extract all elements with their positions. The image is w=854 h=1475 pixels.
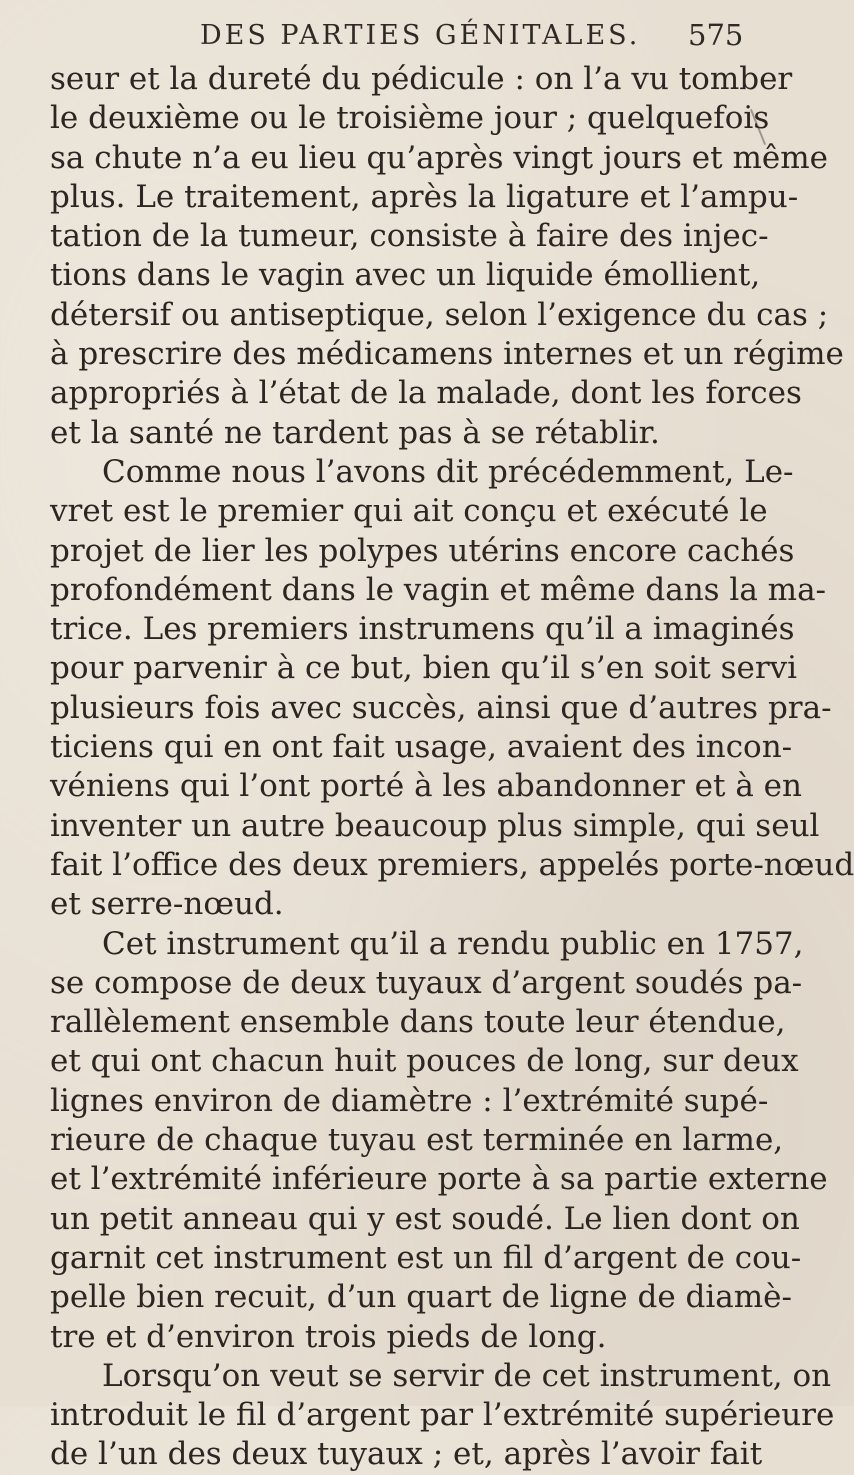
text-line: seur et la dureté du pédicule : on l’a vu tomber <box>50 61 793 97</box>
paragraph-start-line: Cet instrument qu’il a rendu public en 1757, <box>102 925 804 962</box>
text-line: inventer un autre beaucoup plus simple, qui seul <box>50 807 820 844</box>
text-line: rieure de chaque tuyau est terminée en larme, <box>50 1122 784 1159</box>
text-line: pour parvenir à ce but, bien qu’il s’en soit servi <box>50 650 798 687</box>
paragraph-end-line: tre et d’environ trois pieds de long. <box>50 1318 607 1355</box>
text-line: un petit anneau qui y est soudé. Le lien dont on <box>50 1200 800 1237</box>
paragraph-end-line: et la santé ne tardent pas à se rétablir. <box>50 414 660 451</box>
text-line: lignes environ de diamètre : l’extrémité supé- <box>50 1082 769 1119</box>
text-line: vret est le premier qui ait conçu et exécuté le <box>50 493 768 530</box>
paragraph-end-line: et serre-nœud. <box>50 886 284 923</box>
text-line: et l’extrémité inférieure porte à sa partie externe <box>50 1161 828 1198</box>
text-line: détersif ou antiseptique, selon l’exigence du cas ; <box>50 296 829 333</box>
running-head <box>0 18 800 58</box>
paragraph-start-line: Lorsqu’on veut se servir de cet instrument, on <box>102 1357 832 1394</box>
text-line: à prescrire des médicamens internes et un régime <box>50 336 844 373</box>
text-line: ticiens qui en ont fait usage, avaient des incon- <box>50 729 793 766</box>
text-line: trice. Les premiers instrumens qu’il a imaginés <box>50 611 795 648</box>
text-line: de l’un des deux tuyaux ; et, après l’avoir fait <box>50 1436 763 1473</box>
text-line: le deuxième ou le troisième jour ; quelquefois <box>50 100 770 137</box>
text-line: tions dans le vagin avec un liquide émollient, <box>50 257 761 294</box>
text-line: véniens qui l’ont porté à les abandonner et à en <box>50 768 802 805</box>
text-line: fait l’office des deux premiers, appelés porte-nœud <box>50 846 854 883</box>
running-head-title: DES PARTIES GÉNITALES. <box>200 20 641 51</box>
text-line: rallèlement ensemble dans toute leur étendue, <box>50 1004 786 1041</box>
text-line: projet de lier les polypes utérins encore cachés <box>50 532 795 569</box>
text-line: sa chute n’a eu lieu qu’après vingt jours et même <box>50 139 828 176</box>
text-line: introduit le fil d’argent par l’extrémité supérieure <box>50 1397 835 1434</box>
text-line: appropriés à l’état de la malade, dont les forces <box>50 375 802 412</box>
text-line: plusieurs fois avec succès, ainsi que d’autres pra- <box>50 689 832 726</box>
text-line: tation de la tumeur, consiste à faire des injec- <box>50 218 769 255</box>
text-line: garnit cet instrument est un fil d’argent de cou- <box>50 1239 802 1276</box>
page-number: 575 <box>688 18 744 52</box>
text-line: profondément dans le vagin et même dans la ma- <box>50 571 827 608</box>
text-line: se compose de deux tuyaux d’argent soudés pa- <box>50 964 803 1001</box>
text-line: et qui ont chacun huit pouces de long, sur deux <box>50 1043 799 1080</box>
body-text <box>50 60 854 1475</box>
text-line: plus. Le traitement, après la ligature et l’ampu- <box>50 178 799 215</box>
text-line: pelle bien recuit, d’un quart de ligne de diamè- <box>50 1279 793 1316</box>
paragraph-start-line: Comme nous l’avons dit précédemment, Le- <box>102 453 794 490</box>
